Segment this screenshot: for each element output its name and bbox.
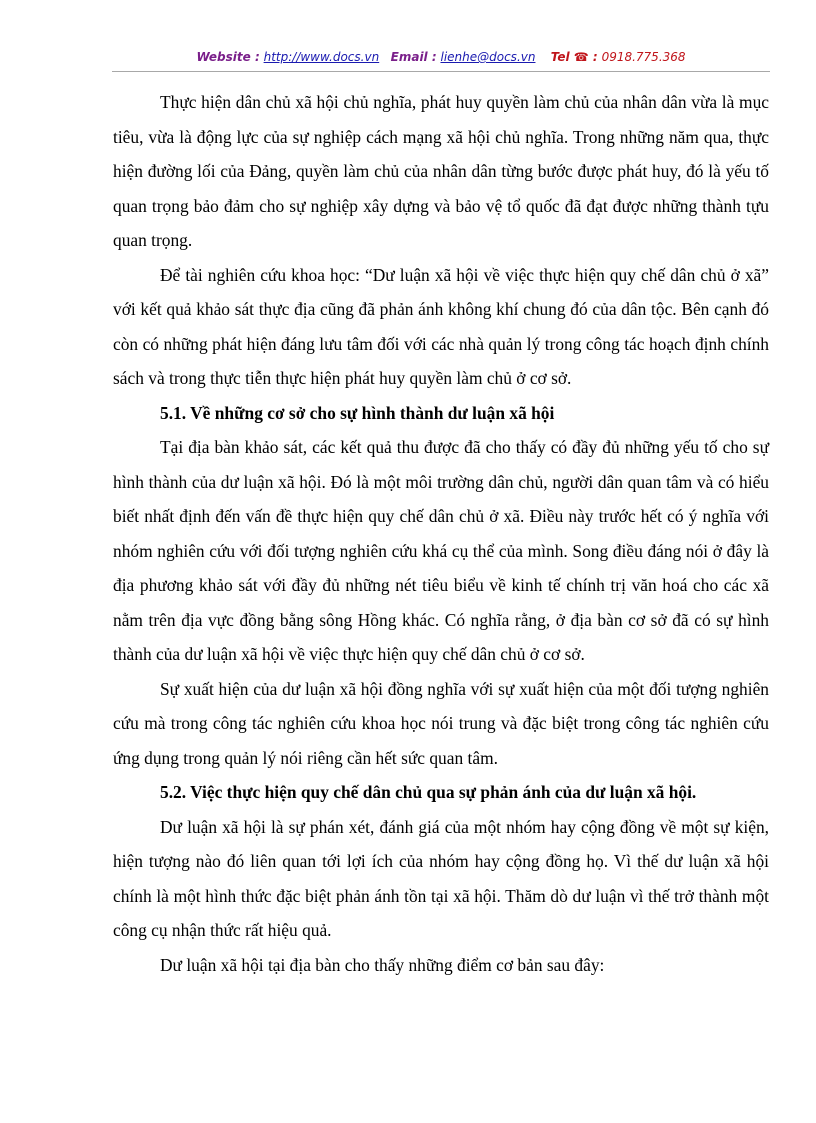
website-label: Website : — [196, 50, 260, 64]
website-link[interactable]: http://www.docs.vn — [263, 50, 380, 64]
paragraph: Sự xuất hiện của dư luận xã hội đồng nghĩa với sự xuất hiện của một đối tượng nghiên cứu mà trong công tác nghiên cứu khoa học nói trung và đặc biệt trong công tác nghiên cứu ứng dụng trong quản lý nói riêng cần hết sức quan tâm. — [113, 678, 769, 768]
paragraph: Dư luận xã hội tại địa bàn cho thấy những điểm cơ bản sau đây: — [160, 954, 605, 975]
page-header — [112, 50, 770, 64]
paragraph: Để tài nghiên cứu khoa học: “Dư luận xã hội về việc thực hiện quy chế dân chủ ở xã” với kết quả khảo sát thực địa cũng đã phản ánh không khí chung đó của dân tộc. Bên cạnh đó còn có những phát hiện đáng lưu tâm đối với các nhà quản lý trong công tác hoạch định chính sách và trong thực tiễn thực hiện phát huy quyền làm chủ ở cơ sở. — [113, 264, 769, 388]
paragraph: Tại địa bàn khảo sát, các kết quả thu được đã cho thấy có đầy đủ những yếu tố cho sự hình thành của dư luận xã hội. Đó là một môi trường dân chủ, người dân quan tâm và có hiểu biết nhất định đến vấn đề thực hiện quy chế dân chủ ở xã. Điều này trước hết có ý nghĩa với nhóm nghiên cứu với đối tượng nghiên cứu khá cụ thể của mình. Song điều đáng nói ở đây là địa phương khảo sát với đầy đủ những nét tiêu biểu về kinh tế chính trị văn hoá cho các xã nằm trên địa vực đồng bằng sông Hồng khác. Có nghĩa rằng, ở địa bàn cơ sở đã có sự hình thành của dư luận xã hội về việc thực hiện quy chế dân chủ ở cơ sở. — [113, 437, 769, 664]
header-divider — [112, 71, 770, 72]
section-heading: 5.1. Về những cơ sở cho sự hình thành dư luận xã hội — [160, 402, 555, 423]
tel-label: Tel ☎ : — [550, 50, 598, 64]
section-heading: 5.2. Việc thực hiện quy chế dân chủ qua sự phản ánh của dư luận xã hội. — [160, 782, 697, 802]
paragraph: Thực hiện dân chủ xã hội chủ nghĩa, phát huy quyền làm chủ của nhân dân vừa là mục tiêu, vừa là động lực của sự nghiệp cách mạng xã hội chủ nghĩa. Trong những năm qua, thực hiện đường lối của Đảng, quyền làm chủ của nhân dân từng bước được phát huy, đó là yếu tố quan trọng bảo đảm cho sự nghiệp xây dựng và bảo vệ tổ quốc đã đạt được những thành tựu quan trọng. — [113, 92, 769, 250]
phone-number: 0918.775.368 — [601, 50, 686, 64]
paragraph: Dư luận xã hội là sự phán xét, đánh giá của một nhóm hay cộng đồng về một sự kiện, hiện tượng nào đó liên quan tới lợi ích của nhóm hay cộng đồng họ. Vì thế dư luận xã hội chính là một hình thức đặc biệt phản ánh tồn tại xã hội. Thăm dò dư luận vì thế trở thành một công cụ nhận thức rất hiệu quả. — [113, 816, 769, 940]
document-body — [113, 85, 769, 982]
email-link[interactable]: lienhe@docs.vn — [440, 50, 536, 64]
email-label: Email : — [390, 50, 437, 64]
